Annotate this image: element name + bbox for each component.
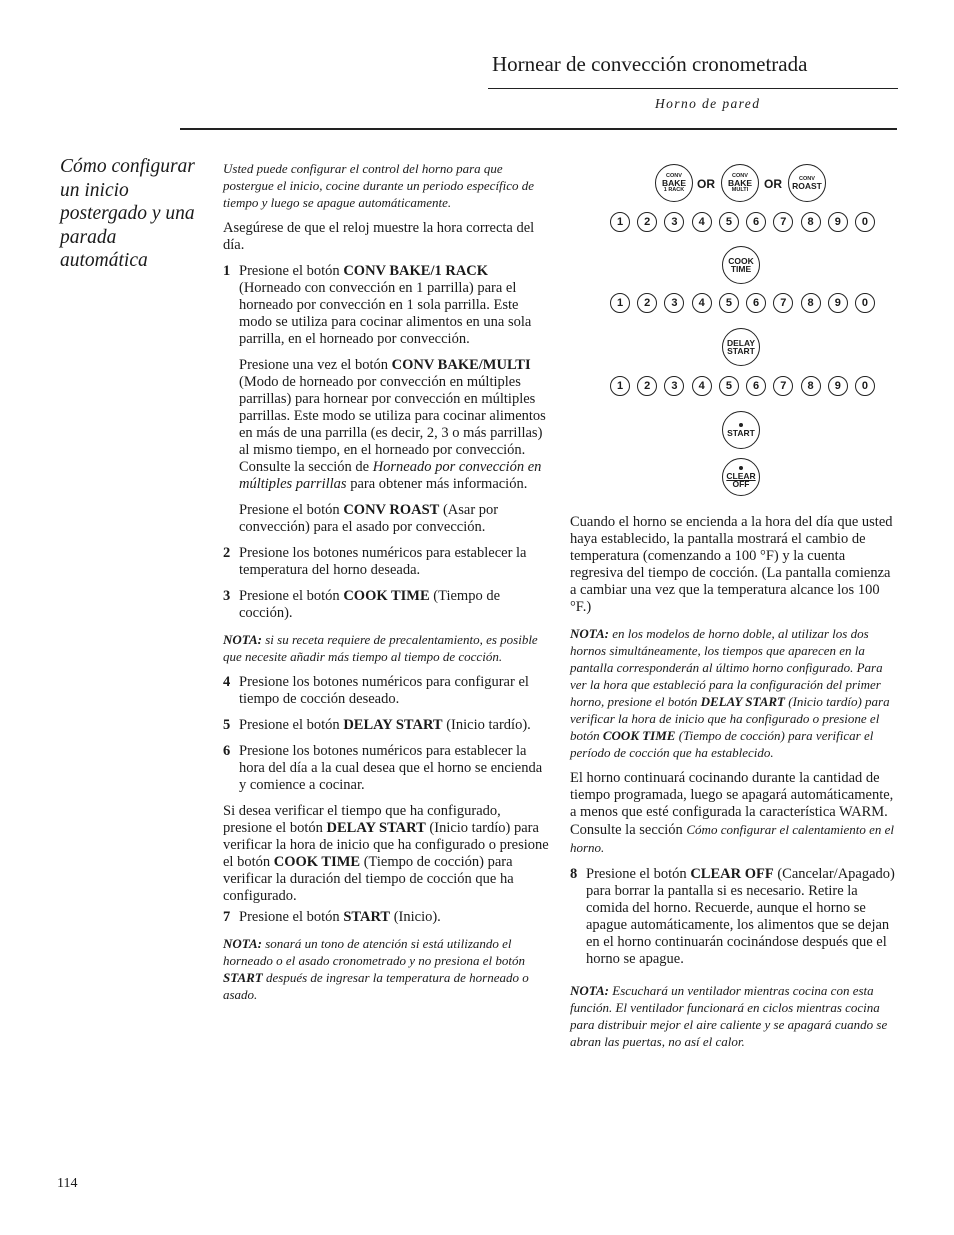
number-key-8: 8: [801, 293, 821, 313]
step-text: Presione el botón: [239, 263, 344, 279]
conv-bake-multi-key: [721, 164, 759, 202]
conv-bake-1-rack-key: [655, 164, 693, 202]
note: [570, 982, 900, 1050]
number-key-7: 7: [773, 212, 793, 232]
note-text: (Inicio tardío) para verificar la hora de inicio que ha configurado o presione el botón: [570, 694, 890, 743]
step-number: 6: [223, 743, 231, 759]
step-text: Presione los botones numéricos para configurar el tiempo de cocción deseado.: [239, 674, 529, 707]
step-text: Presione una vez el botón: [239, 357, 392, 373]
button-name: COOK TIME: [273, 854, 361, 870]
header-rule: [488, 88, 898, 89]
or-label: OR: [764, 177, 782, 191]
step-text: (Inicio tardío).: [442, 717, 531, 733]
number-key-7: 7: [773, 376, 793, 396]
number-key-5: 5: [719, 376, 739, 396]
section-subtitle: Horno de pared: [655, 96, 761, 111]
body-paragraph: Cuando el horno se encienda a la hora del día que usted haya establecido, la pantalla mostrará el cambio de temperatura (comenzando a 100 °F) y la cuenta regresiva del tiempo de cocción. (La pantalla comienza a cambiar una vez que la temperatura alcance los 100 °F.): [570, 514, 893, 615]
number-keys-row: [610, 212, 875, 236]
step-text: (Inicio).: [390, 909, 441, 925]
key-sublabel: CONV: [732, 172, 748, 179]
step-number: 4: [223, 674, 231, 690]
note-label: NOTA:: [223, 632, 262, 647]
note-text: Escuchará un ventilador mientras cocina con esta función. El ventilador funcionará en ciclos mientras cocina para distribuir mejor el aire caliente y se apagará cuando se abran las puertas, no así el calor.: [570, 983, 888, 1049]
step-text: (Horneado con convección en 1 parrilla) para el horneado por convección en 1 sola parrilla. Este modo se utiliza para cocinar alimentos en una sola parrilla, en el horneado por convección.: [239, 280, 532, 347]
section-rule: [180, 128, 897, 130]
key-label: TIME: [730, 264, 752, 274]
step-text: Presione los botones numéricos para establecer la temperatura del horno deseada.: [239, 545, 527, 578]
step-number: 5: [223, 717, 231, 733]
step-number: 7: [223, 909, 231, 925]
number-key-6: 6: [746, 376, 766, 396]
button-name: DELAY START: [343, 717, 443, 733]
key-sublabel: 1 RACK: [663, 187, 685, 194]
number-key-5: 5: [719, 293, 739, 313]
step-3: [223, 588, 551, 622]
left-column: [223, 160, 551, 1012]
number-key-9: 9: [828, 376, 848, 396]
cook-time-key: [722, 246, 760, 284]
step-7: [223, 909, 551, 926]
button-name: COOK TIME: [602, 728, 676, 743]
delay-start-key: [722, 328, 760, 366]
note-label: NOTA:: [570, 626, 609, 641]
number-keys-row: [610, 376, 875, 400]
number-key-8: 8: [801, 212, 821, 232]
key-label: COOK: [728, 255, 754, 266]
step-2: [223, 545, 551, 579]
number-key-0: 0: [855, 376, 875, 396]
button-name: START: [343, 909, 391, 925]
number-key-6: 6: [746, 293, 766, 313]
body-paragraph: [570, 770, 900, 857]
key-label: BAKE: [661, 177, 687, 188]
button-name: CONV BAKE/1 RACK: [343, 263, 489, 279]
clear-off-key: [722, 458, 760, 496]
key-label: ROAST: [792, 180, 822, 191]
number-key-3: 3: [664, 212, 684, 232]
number-key-0: 0: [855, 293, 875, 313]
number-key-2: 2: [637, 293, 657, 313]
step-8: [570, 866, 900, 968]
step-text: Presione el botón: [239, 588, 344, 604]
note-text: si su receta requiere de precalentamiento, es posible que necesite añadir más tiempo al tiempo de cocción.: [223, 632, 538, 664]
number-key-0: 0: [855, 212, 875, 232]
body-text: Si desea verificar el tiempo que ha configurado, presione el botón: [223, 803, 501, 836]
body-text: El horno continuará cocinando durante la cantidad de tiempo programada, luego se apagará automáticamente, a menos que esté configurada la característica WARM. Consulte la sección: [570, 770, 894, 838]
section-reference: Horneado por convección en múltiples parrillas: [239, 459, 542, 492]
number-key-2: 2: [637, 212, 657, 232]
step-text: Presione el botón: [239, 717, 344, 733]
button-name: DELAY START: [326, 820, 426, 836]
step-number: 3: [223, 588, 231, 604]
number-key-2: 2: [637, 376, 657, 396]
note-label: NOTA:: [223, 936, 262, 951]
note: [570, 625, 900, 761]
number-key-3: 3: [664, 376, 684, 396]
indicator-dot: [739, 423, 743, 427]
keypad-illustration: [610, 160, 875, 500]
key-label: START: [727, 346, 755, 356]
note-text: sonará un tono de atención si está utilizando el horneado o el asado cronometrado y no presiona el botón: [223, 936, 525, 968]
body-text: (Tiempo de cocción) para verificar la duración del tiempo de cocción que ha configurado.: [223, 854, 514, 904]
note-label: NOTA:: [570, 983, 609, 998]
page-title: Hornear de convección cronometrada: [492, 52, 808, 76]
start-key: [722, 411, 760, 449]
key-sublabel: MULTI: [731, 187, 749, 194]
step-4: [223, 674, 551, 708]
side-heading: Cómo configurar un inicio postergado y una parada automática: [60, 156, 195, 271]
step-text: para obtener más información.: [346, 476, 528, 492]
key-label: DELAY: [726, 337, 756, 348]
number-keys-row: [610, 293, 875, 317]
number-key-1: 1: [610, 293, 630, 313]
number-key-3: 3: [664, 293, 684, 313]
step-text: (Asar por convección) para el asado por convección.: [239, 502, 499, 535]
button-name: DELAY START: [700, 694, 785, 709]
button-name: COOK TIME: [343, 588, 430, 604]
note: [223, 631, 551, 665]
step-text: Presione los botones numéricos para establecer la hora del día a la cual desea que el horno se encienda y comience a cocinar.: [239, 743, 543, 793]
button-name: START: [223, 970, 263, 985]
number-key-4: 4: [692, 376, 712, 396]
number-key-7: 7: [773, 293, 793, 313]
step-text: Presione el botón: [239, 909, 344, 925]
button-name: CONV ROAST: [343, 502, 440, 518]
number-key-9: 9: [828, 212, 848, 232]
intro-text: Asegúrese de que el reloj muestre la hora correcta del día.: [223, 220, 535, 253]
step-number: 1: [223, 263, 231, 279]
conv-roast-key: [788, 164, 826, 202]
number-key-1: 1: [610, 376, 630, 396]
number-key-6: 6: [746, 212, 766, 232]
step-text: Presione el botón: [586, 866, 691, 882]
key-sublabel: CONV: [666, 172, 682, 179]
number-key-5: 5: [719, 212, 739, 232]
note-text: en los modelos de horno doble, al utilizar los dos hornos simultáneamente, los tiempos que aparecen en la pantalla corresponderán al último horno configurado. Para ver la hora que estableció para la configuración del primer horno, presione el botón: [570, 626, 883, 709]
note-text: después de ingresar la temperatura de horneado o asado.: [223, 970, 529, 1002]
step-text: Presione el botón: [239, 502, 344, 518]
number-key-8: 8: [801, 376, 821, 396]
number-key-9: 9: [828, 293, 848, 313]
verify-paragraph: [223, 803, 551, 905]
note-text: (Tiempo de cocción) para verificar el período de cocción que ha establecido.: [570, 728, 874, 760]
key-label: CLEAR: [726, 470, 756, 481]
number-key-4: 4: [692, 293, 712, 313]
step-text: (Tiempo de cocción).: [239, 588, 501, 621]
step-1: [223, 263, 551, 536]
button-name: CLEAR OFF: [690, 866, 774, 882]
step-5: [223, 717, 551, 734]
key-label: OFF: [732, 479, 750, 489]
page-number: 114: [57, 1176, 78, 1191]
intro-italic: Usted puede configurar el control del horno para que postergue el inicio, cocine durante un periodo específico de tiempo y luego se apague automáticamente.: [223, 161, 535, 210]
key-label: BAKE: [727, 177, 753, 188]
key-label: START: [727, 427, 755, 438]
step-text: (Cancelar/Apagado) para borrar la pantalla si es necesario. Retire la comida del horno. Recuerde, aunque el horno se apague automáticamente, los alimentos que se dejan en el horno continuarán cocinándose después que el horno se apague.: [586, 866, 895, 967]
number-key-1: 1: [610, 212, 630, 232]
key-sublabel: CONV: [799, 175, 815, 182]
section-reference: Cómo configurar el calentamiento en el horno.: [570, 822, 894, 855]
body-text: (Inicio tardío) para verificar la hora de inicio que ha configurado o presione el botón: [223, 820, 549, 870]
step-number: 8: [570, 866, 578, 882]
note: [223, 935, 551, 1003]
indicator-dot: [739, 466, 743, 470]
step-6: [223, 743, 551, 794]
step-number: 2: [223, 545, 231, 561]
step-text: (Modo de horneado por convección en múltiples parrillas) para hornear por convección en múltiples parrillas. Este modo se utiliza para cocinar alimentos en más de una parrilla (es decir, 2, 3 o más parrillas) al mismo tiempo, en el horneado por convección. Consulte la sección de: [239, 374, 546, 475]
right-column: [570, 514, 900, 1059]
or-label: OR: [697, 177, 715, 191]
button-name: CONV BAKE/MULTI: [391, 357, 531, 373]
number-key-4: 4: [692, 212, 712, 232]
